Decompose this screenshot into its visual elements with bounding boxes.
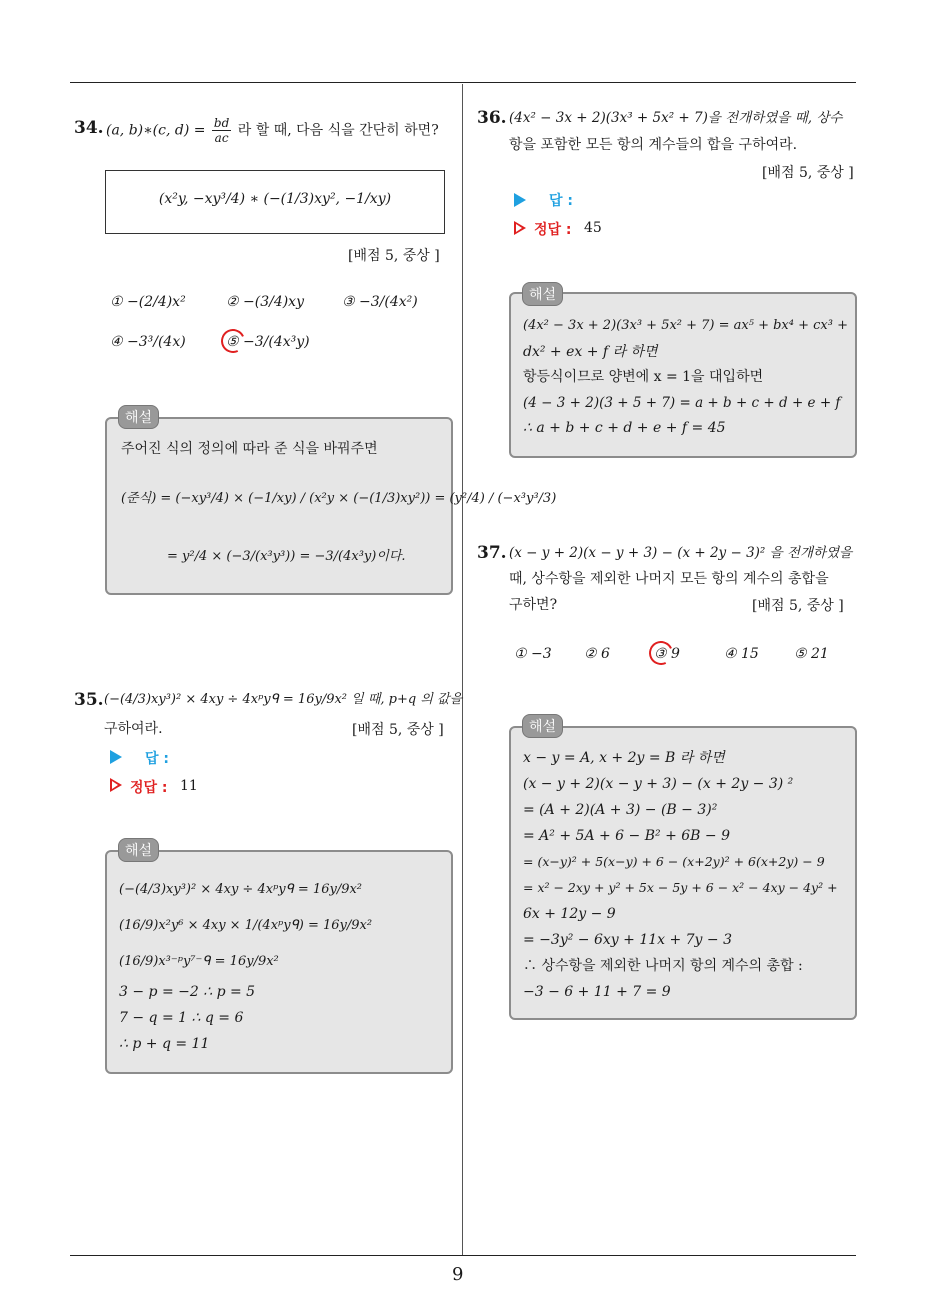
- q34-stem: (a, b)∗(c, d) = $\frac{bd}{ac}$ 라 할 때, 다음 식을 간단히 하면?: [106, 116, 439, 145]
- q35-correct-triangle-icon: [110, 778, 122, 792]
- q37-choice-5[interactable]: ⑤ 21: [794, 646, 829, 662]
- q36-score: [배점 5, 중상 ]: [762, 165, 854, 181]
- q34-number: 34.: [74, 118, 104, 138]
- q34-answer-circle-mark: [218, 326, 249, 357]
- q34-choice-4[interactable]: ④ −3³/(4x): [110, 334, 186, 350]
- q36-solution-line-3: 항등식이므로 양변에 x = 1을 대입하면: [523, 369, 764, 385]
- q37-solution-line-7: 6x + 12y − 9: [523, 906, 616, 922]
- top-rule: [70, 82, 856, 83]
- q35-solution-line-4: 3 − p = −2 ∴ p = 5: [119, 984, 256, 1000]
- q37-solution-box: [509, 726, 857, 1020]
- q34-score: [배점 5, 중상 ]: [348, 248, 440, 264]
- q34-choice-2[interactable]: ② −(3/4)xy: [226, 294, 304, 310]
- q34-choice-1[interactable]: ① −(2/4)x²: [110, 294, 186, 310]
- q35-answer-label: 답 :: [145, 751, 169, 767]
- q36-solution-line-5: ∴ a + b + c + d + e + f = 45: [523, 420, 726, 436]
- q35-solution-tag: 해설: [118, 838, 159, 862]
- q35-solution-line-1: (−(4/3)xy³)² × 4xy ÷ 4xᵖyᑫ = 16y/9x²: [119, 882, 363, 897]
- q34-choice-3[interactable]: ③ −3/(4x²): [342, 294, 418, 310]
- q35-solution-line-5: 7 − q = 1 ∴ q = 6: [119, 1010, 244, 1026]
- q34-boxed-expression: (x²y, −xy³/4) ∗ (−(1/3)xy², −1/xy): [158, 191, 392, 207]
- q35-correct-label: 정답 :: [130, 780, 168, 796]
- q35-score: [배점 5, 중상 ]: [352, 722, 444, 738]
- q36-stem: (4x² − 3x + 2)(3x³ + 5x² + 7)을 전개하였을 때, 상수: [509, 110, 843, 126]
- q37-number: 37.: [477, 543, 507, 563]
- q36-answer-arrow-icon: [514, 193, 526, 207]
- q37-answer-circle-mark: [646, 638, 677, 669]
- q37-solution-line-5: = (x−y)² + 5(x−y) + 6 − (x+2y)² + 6(x+2y) − 9: [523, 854, 825, 869]
- q35-number: 35.: [74, 690, 104, 710]
- q36-correct-label: 정답 :: [534, 222, 572, 238]
- q37-choice-2[interactable]: ② 6: [584, 646, 610, 662]
- q37-solution-line-2: (x − y + 2)(x − y + 3) − (x + 2y − 3) ²: [523, 776, 794, 792]
- q36-correct-triangle-icon: [514, 221, 526, 235]
- q37-solution-tag: 해설: [522, 714, 563, 738]
- q36-answer-label: 답 :: [549, 193, 573, 209]
- q35-solution-line-3: (16/9)x³⁻ᵖy⁷⁻ᑫ = 16y/9x²: [119, 954, 279, 969]
- q35-solution-box: [105, 850, 453, 1074]
- q36-solution-box: [509, 292, 857, 458]
- q36-number: 36.: [477, 108, 507, 128]
- q37-stem-3: 구하면?: [509, 597, 558, 613]
- q35-solution-line-6: ∴ p + q = 11: [119, 1036, 210, 1052]
- q37-solution-line-10: −3 − 6 + 11 + 7 = 9: [523, 984, 671, 1000]
- q36-solution-line-4: (4 − 3 + 2)(3 + 5 + 7) = a + b + c + d + e + f: [523, 395, 841, 411]
- q35-solution-line-2: (16/9)x²y⁶ × 4xy × 1/(4xᵖyᑫ) = 16y/9x²: [119, 918, 373, 933]
- q36-solution-line-1: (4x² − 3x + 2)(3x³ + 5x² + 7) = ax⁵ + bx⁴ + cx³ +: [523, 318, 848, 333]
- q37-score: [배점 5, 중상 ]: [752, 598, 844, 614]
- q35-stem-2: 구하여라.: [104, 721, 163, 737]
- q34-solution-line-2: (준식) = (−xy³/4) × (−1/xy) / (x²y × (−(1/3)xy²)) = (y²/4) / (−x³y³/3): [121, 491, 557, 506]
- bottom-rule: [70, 1255, 856, 1256]
- q34-expression-box: [105, 170, 445, 234]
- q37-choice-4[interactable]: ④ 15: [724, 646, 759, 662]
- column-divider: [462, 84, 463, 1256]
- page-number: 9: [452, 1264, 464, 1285]
- q35-answer-arrow-icon: [110, 750, 122, 764]
- q35-correct-value: 11: [180, 778, 198, 794]
- q36-stem-2: 항을 포함한 모든 항의 계수들의 합을 구하여라.: [509, 137, 798, 153]
- q34-solution-line-1: 주어진 식의 정의에 따라 준 식을 바꿔주면: [121, 441, 378, 457]
- q37-solution-line-6: = x² − 2xy + y² + 5x − 5y + 6 − x² − 4xy − 4y² +: [523, 880, 838, 895]
- q37-solution-line-9: ∴ 상수항을 제외한 나머지 항의 계수의 총합 :: [523, 958, 803, 974]
- q37-stem-2: 때, 상수항을 제외한 나머지 모든 항의 계수의 총합을: [509, 571, 829, 587]
- q36-solution-line-2: dx² + ex + f 라 하면: [523, 344, 658, 360]
- q37-choice-1[interactable]: ① −3: [514, 646, 552, 662]
- q36-correct-value: 45: [584, 220, 602, 236]
- q37-solution-line-8: = −3y² − 6xy + 11x + 7y − 3: [523, 932, 733, 948]
- q34-choice-5[interactable]: ⑤ −3/(4x³y): [226, 334, 310, 350]
- q37-solution-line-1: x − y = A, x + 2y = B 라 하면: [523, 750, 725, 766]
- q35-stem: (−(4/3)xy³)² × 4xy ÷ 4xᵖyᑫ = 16y/9x² 일 때, p+q 의 값을: [104, 692, 463, 707]
- q37-solution-line-3: = (A + 2)(A + 3) − (B − 3)²: [523, 802, 718, 818]
- q37-solution-line-4: = A² + 5A + 6 − B² + 6B − 9: [523, 828, 730, 844]
- q34-solution-tag: 해설: [118, 405, 159, 429]
- q36-solution-tag: 해설: [522, 282, 563, 306]
- q37-stem: (x − y + 2)(x − y + 3) − (x + 2y − 3)² 을 전개하였을: [509, 545, 853, 561]
- q37-choice-3[interactable]: ③ 9: [654, 646, 680, 662]
- q34-solution-line-3: = y²/4 × (−3/(x³y³)) = −3/(4x³y)이다.: [167, 549, 406, 564]
